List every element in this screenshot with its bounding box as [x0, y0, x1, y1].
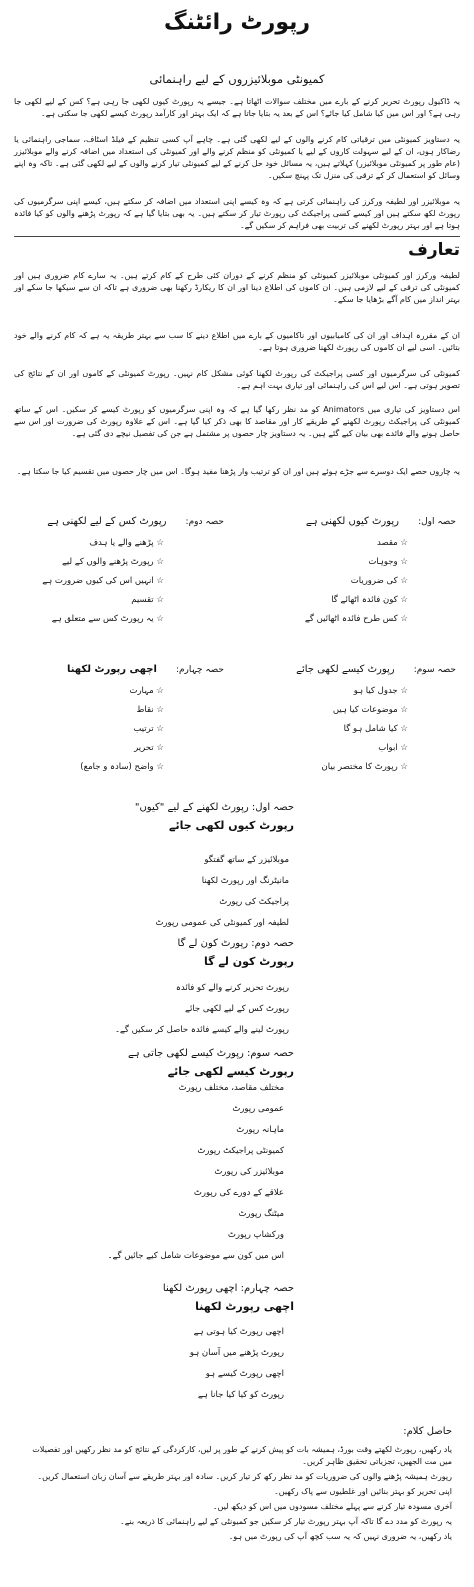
conclusion-label: حاصل کلام:	[403, 1426, 452, 1437]
list-item: ☆ وجوہات	[368, 557, 408, 567]
list-item: موبلائیزر کے ساتھ گفتگو	[204, 855, 289, 865]
list-item: رپورٹ لینے والے کیسے فائدہ حاصل کر سکیں گے۔	[114, 1025, 289, 1035]
intro-paragraph-3: یہ موبلائیزر اور لطیفہ ورکرز کی راہنمائی کرتی ہے کہ وہ کیسے اپنی استعداد میں اضافہ کر سکتے ہیں، کیسے اپنی سرگرمیوں کی رپورٹ لکھ سکتے ہیں اور کیسے کسی پراجیکٹ کی رپورٹ تیار کر سکتے ہیں۔ یہ بھی بتایا گیا ہے کہ رپورٹ پڑھنے والوں کو کیا فائدہ ہوتا ہے اور بہتر رپورٹ لکھنے کی تربیت بھی فراہم کر سکیں گے۔	[14, 197, 460, 230]
list-item: ☆ کی ضروریات	[350, 576, 408, 586]
section-2-list	[109, 978, 289, 1041]
conclusion-paragraph: رپورٹ ہمیشہ پڑھنے والوں کی ضروریات کو مد نظر رکھ کر تیار کریں۔ سادہ اور بہتر طریقے سے آسان زبان استعمال کریں۔	[37, 1472, 452, 1481]
list-item: ☆ پڑھنے والے یا ہدف	[89, 538, 164, 548]
section-block-1	[114, 802, 294, 832]
section-label: حصہ اول: رپورٹ لکھنے کے لیے "کیوں"	[134, 802, 294, 813]
section-subheading: رپورٹ کون لے گا	[203, 955, 294, 968]
list-item: ماہانہ رپورٹ	[236, 1125, 284, 1135]
star-bullet-icon: ☆	[400, 686, 408, 696]
star-bullet-icon: ☆	[400, 538, 408, 548]
section-block-2	[114, 938, 294, 968]
star-bullet-icon: ☆	[156, 557, 164, 567]
part-heading: رپورٹ کس کے لیے لکھنی ہے	[47, 516, 167, 527]
list-item: ☆ رپورٹ پڑھنے والوں کے لیے	[61, 557, 164, 567]
part-heading: اچھی رپورٹ لکھنا	[66, 664, 157, 675]
list-item: عمومی رپورٹ	[232, 1104, 284, 1114]
star-bullet-icon: ☆	[400, 705, 408, 715]
star-bullet-icon: ☆	[156, 743, 164, 753]
list-item: ☆ نقاط	[136, 705, 164, 715]
section-heading-taaruf: تعارف	[408, 240, 460, 260]
star-bullet-icon: ☆	[156, 576, 164, 586]
list-item: ☆ یہ رپورٹ کس سے متعلق ہے	[51, 614, 164, 624]
star-bullet-icon: ☆	[400, 595, 408, 605]
star-bullet-icon: ☆	[400, 762, 408, 772]
taaruf-paragraph-3: کمیونٹی کی سرگرمیوں اور کسی پراجیکٹ کی رپورٹ لکھنا کوئی مشکل کام نہیں۔ رپورٹ کمیونٹی کے کاموں اور ان کے نتائج کی تصویر ہوتی ہے۔ اس لیے اس کی راہنمائی اور تیاری بہت اہم ہے۔	[14, 369, 460, 390]
part-label: حصہ اول:	[418, 517, 456, 527]
section-label: حصہ سوم: رپورٹ کیسے لکھی جاتی ہے	[127, 1048, 294, 1059]
section-subheading: اچھی رپورٹ لکھنا	[195, 1300, 294, 1313]
part-label: حصہ سوم:	[413, 665, 456, 675]
section-subheading: رپورٹ کیسے لکھی جائے	[167, 1065, 294, 1078]
section-label: حصہ چہارم: اچھی رپورٹ لکھنا	[162, 1283, 294, 1294]
section-subheading: رپورٹ کیوں لکھی جائے	[169, 819, 294, 832]
list-item: میٹنگ رپورٹ	[238, 1209, 284, 1219]
list-item: اس میں کون سے موضوعات شامل کیے جائیں گے۔	[107, 1251, 284, 1261]
section-1-list	[139, 850, 289, 934]
list-item: ☆ مقصد	[376, 538, 408, 548]
outline-part-1	[251, 514, 456, 629]
star-bullet-icon: ☆	[156, 724, 164, 734]
list-item: ☆ انہیں اس کی کیوں ضرورت ہے	[42, 576, 164, 586]
outline-part-2	[19, 514, 224, 629]
star-bullet-icon: ☆	[400, 724, 408, 734]
list-item: کمیونٹی پراجیکٹ رپورٹ	[197, 1146, 284, 1156]
intro-paragraph-1: یہ ڈاکیول رپورٹ تحریر کرنے کے بارے میں مختلف سوالات اٹھاتا ہے۔ جیسے یہ رپورٹ کیوں لکھی جا رہی ہے؟ کس کے لیے لکھی جا رہی ہے؟ اور اس میں کیا شامل کیا جائے؟ اس کے بعد یہ بتایا جاتا ہے کہ ایک بہتر اور کارآمد رپورٹ کیسے لکھی جا سکتی ہے۔	[14, 97, 460, 118]
divider	[14, 236, 460, 237]
document-title: رپورٹ رائٹنگ	[163, 10, 311, 35]
list-item: ☆ ترتیب	[133, 724, 164, 734]
list-item: علاقے کے دورے کی رپورٹ	[193, 1188, 284, 1198]
outline-part-3	[251, 662, 456, 777]
list-item: مختلف مقاصد، مختلف رپورٹ	[178, 1083, 284, 1093]
document-subtitle: کمیونٹی موبلائیزروں کے لیے راہنمائی	[149, 72, 325, 86]
star-bullet-icon: ☆	[156, 686, 164, 696]
list-item: ورکشاپ رپورٹ	[227, 1230, 284, 1240]
list-item: رپورٹ کس کے لیے لکھی جائے	[184, 1004, 289, 1014]
section-block-3	[94, 1048, 294, 1078]
list-item: ☆ تقسیم	[131, 595, 164, 605]
conclusion-paragraph: آخری مسودہ تیار کرنے سے پہلے مختلف مسودوں میں اس کو دیکھ لیں۔	[212, 1502, 452, 1511]
conclusion-paragraph: یہ رپورٹ کو مدد دے گا تاکہ آپ بہتر رپورٹ تیار کر سکیں جو کمیونٹی کے لیے راہنمائی کا ذریعہ بنے۔	[120, 1517, 452, 1526]
list-item: مانیٹرنگ اور رپورٹ لکھنا	[201, 876, 289, 886]
list-item: لطیفہ اور کمیونٹی کی عمومی رپورٹ	[155, 918, 289, 928]
section-4-list	[124, 1322, 284, 1406]
conclusion-paragraph: یاد رکھیں، رپورٹ لکھتے وقت بورڈ، ہمیشہ بات کو پیش کرنے کے طور پر لیں، کارکردگی کے نتائج کو مد نظر رکھیں اور تفصیلات میں مت الجھیں، تجزیاتی تحقیق ظاہر کریں۔	[32, 1445, 452, 1466]
star-bullet-icon: ☆	[156, 705, 164, 715]
conclusion-paragraph: اپنی تحریر کو بہتر بنائیں اور غلطیوں سے پاک رکھیں۔	[274, 1487, 452, 1496]
list-item: ☆ جدول کیا ہو	[353, 686, 408, 696]
section-label: حصہ دوم: رپورٹ کون لے گا	[177, 938, 294, 949]
list-item: رپورٹ پڑھنے میں آسان ہو	[189, 1348, 284, 1358]
part-heading: رپورٹ کیسے لکھی جائے	[296, 664, 395, 675]
conclusion-paragraph: یاد رکھیں، یہ ضروری نہیں کہ یہ سب کچھ آپ کی رپورٹ میں ہو۔	[228, 1532, 452, 1541]
taaruf-paragraph-5: یہ چاروں حصے ایک دوسرے سے جڑے ہوئے ہیں اور ان کو ترتیب وار پڑھنا مفید ہوگا۔ اس میں چار حصوں میں تقسیم کیا جا سکتا ہے۔	[16, 467, 460, 476]
list-item: ☆ کیا شامل ہو گا	[343, 724, 408, 734]
list-item: رپورٹ تحریر کرنے والے کو فائدہ	[175, 983, 289, 993]
star-bullet-icon: ☆	[400, 614, 408, 624]
list-item: ☆ مہارت	[129, 686, 164, 696]
list-item: رپورٹ کو کیا کیا جانا ہے	[197, 1390, 284, 1400]
star-bullet-icon: ☆	[400, 743, 408, 753]
conclusion-text	[32, 1444, 452, 1543]
section-block-4	[114, 1283, 294, 1313]
list-item: اچھی رپورٹ کیا ہوتی ہے	[193, 1327, 284, 1337]
list-item: اچھی رپورٹ کیسے ہو	[205, 1369, 284, 1379]
star-bullet-icon: ☆	[400, 557, 408, 567]
list-item: ☆ تحریر	[134, 743, 164, 753]
list-item: ☆ کس طرح فائدہ اٹھائیں گے	[304, 614, 408, 624]
list-item: ☆ کون فائدہ اٹھائے گا	[331, 595, 408, 605]
part-heading: رپورٹ کیوں لکھنی ہے	[305, 516, 399, 527]
list-item: موبلائیزر کی رپورٹ	[214, 1167, 284, 1177]
section-3-list	[84, 1078, 284, 1267]
star-bullet-icon: ☆	[156, 538, 164, 548]
star-bullet-icon: ☆	[400, 576, 408, 586]
list-item: ☆ رپورٹ کا مختصر بیان	[321, 762, 408, 772]
part-label: حصہ دوم:	[185, 517, 224, 527]
outline-part-4	[19, 662, 224, 777]
taaruf-paragraph-2: ان کے مقررہ اہداف اور ان کی کامیابیوں اور ناکامیوں کے بارے میں اطلاع دینے کا سب سے بہتر طریقہ یہ ہے کہ کام کرنے والے خود بتائیں۔ اسی لیے ان کاموں کی رپورٹ لکھنا ضروری ہوتا ہے۔	[14, 331, 460, 352]
list-item: پراجیکٹ کی رپورٹ	[219, 897, 289, 907]
list-item: ☆ موضوعات کیا ہیں	[332, 705, 408, 715]
list-item: ☆ ابواب	[378, 743, 408, 753]
part-label: حصہ چہارم:	[175, 665, 224, 675]
star-bullet-icon: ☆	[156, 595, 164, 605]
taaruf-paragraph-4: اس دستاویز کی تیاری میں Animators کو مد نظر رکھا گیا ہے کہ وہ اپنی سرگرمیوں کو رپورٹ کیسے کر سکیں۔ اس کے ساتھ کمیونٹی کی پراجیکٹ رپورٹ لکھنے کے طریقے کار اور مقاصد کا بھی ذکر کیا گیا ہے۔ اس کے علاوہ رپورٹ کی ضرورت اور اس سے حاصل ہونے والے فائدے بھی بیان کیے گئے ہیں۔ یہ دستاویز چار حصوں پر مشتمل ہے جن کی تفصیل نیچے دی گئی ہے۔	[14, 405, 461, 438]
intro-paragraph-2: یہ دستاویز کمیونٹی میں ترقیاتی کام کرنے والوں کے لیے لکھی گئی ہے۔ چاہے آپ کسی تنظیم کے فیلڈ اسٹاف، سماجی راہنمائی یا رضاکار ہوں، ان کے لیے سہولت کاروں کے لیے یا کمیونٹی کو منظم کرنے والے اور کمیونٹی کی استعداد میں اضافہ کرنے والے موبلائیزر (عام طور پر کمیونٹی موبلائیزر) کہلاتے ہیں، یہ مسائل خود حل کرنے کے لیے کمیونٹی تیار کرنے والوں کے لیے لکھی گئی ہے۔ تاکہ وہ اپنے وسائل کو استعمال کر کے ترقی کی منزل تک پہنچ سکیں۔	[14, 135, 460, 180]
list-item: ☆ واضح (سادہ و جامع)	[80, 762, 164, 772]
star-bullet-icon: ☆	[156, 614, 164, 624]
taaruf-paragraph-1: لطیفہ ورکرز اور کمیونٹی موبلائیزر کمیونٹی کو منظم کرنے کے دوران کئی طرح کے کام کرتے ہیں۔ یہ سارے کام ضروری ہیں اور کمیونٹی کی ترقی کے لیے لازمی ہیں۔ ان کاموں کی اطلاع دینا اور ان کا ریکارڈ رکھنا بھی ضروری ہے تاکہ ان سے سیکھا جا سکے اور بہتر انداز میں کام آگے بڑھایا جا سکے۔	[14, 271, 460, 304]
star-bullet-icon: ☆	[156, 762, 164, 772]
